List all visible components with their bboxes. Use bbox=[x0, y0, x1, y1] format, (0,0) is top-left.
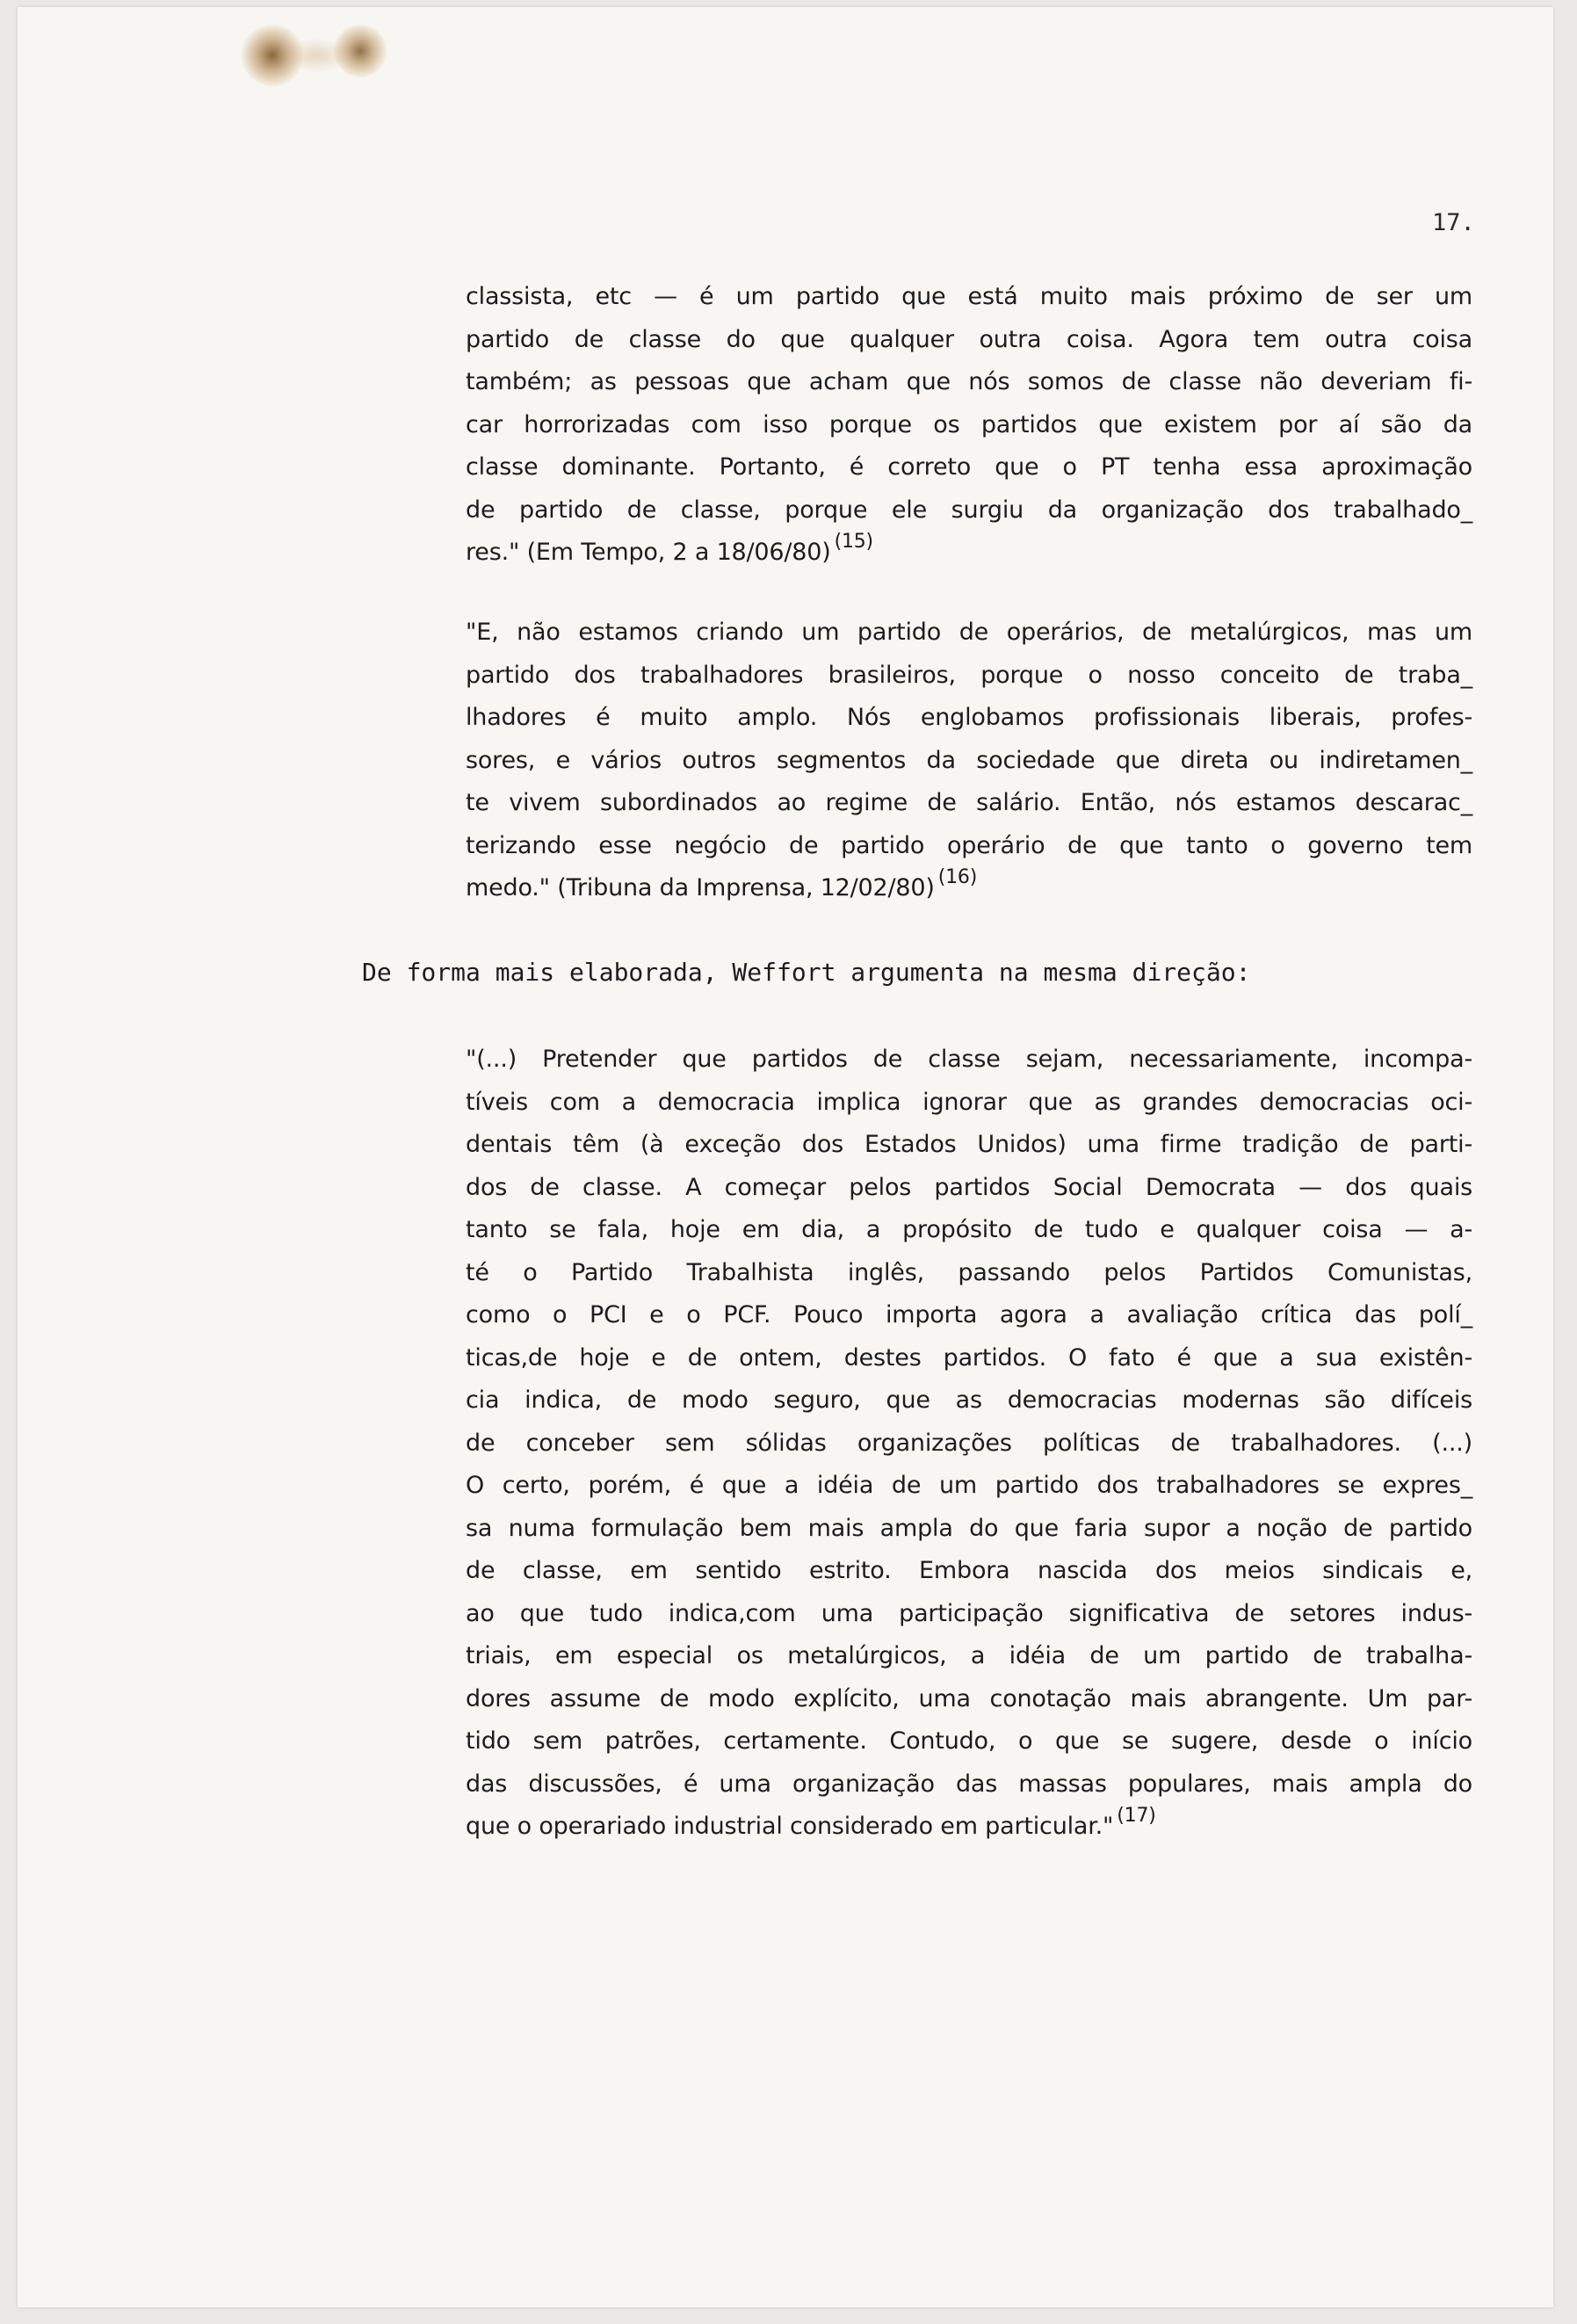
quote-line: dentais têm (à exceção dos Estados Unidos) uma firme tradição de parti- bbox=[466, 1131, 1472, 1158]
quote-block-2 bbox=[466, 612, 1472, 910]
footnote-ref: (17) bbox=[1117, 1805, 1156, 1827]
quote-line: tanto se fala, hoje em dia, a propósito de tudo e qualquer coisa — a- bbox=[466, 1216, 1472, 1243]
quote-block-3 bbox=[466, 1039, 1472, 1849]
quote-last-line bbox=[466, 867, 1472, 910]
rust-stain bbox=[281, 38, 351, 73]
quote-line: de partido de classe, porque ele surgiu da organização dos trabalhado_ bbox=[466, 496, 1472, 524]
quote-line: dores assume de modo explícito, uma conotação mais abrangente. Um par- bbox=[466, 1684, 1472, 1712]
quote-line: car horrorizadas com isso porque os partidos que existem por aí são da bbox=[466, 410, 1472, 438]
quote-line: lhadores é muito amplo. Nós englobamos profissionais liberais, profes- bbox=[466, 704, 1472, 731]
body-paragraph: De forma mais elaborada, Weffort argumenta na mesma direção: bbox=[362, 958, 1251, 987]
quote-line: terizando esse negócio de partido operário de que tanto o governo tem bbox=[466, 831, 1472, 859]
quote-line: tido sem patrões, certamente. Contudo, o que se sugere, desde o início bbox=[466, 1727, 1472, 1755]
quote-line: de conceber sem sólidas organizações políticas de trabalhadores. (...) bbox=[466, 1429, 1472, 1457]
quote-line: partido dos trabalhadores brasileiros, porque o nosso conceito de traba_ bbox=[466, 661, 1472, 689]
footnote-ref: (15) bbox=[834, 531, 873, 553]
quote-line: dos de classe. A começar pelos partidos Social Democrata — dos quais bbox=[466, 1173, 1472, 1201]
quote-line: sa numa formulação bem mais ampla do que faria supor a noção de partido bbox=[466, 1514, 1472, 1542]
quote-line: O certo, porém, é que a idéia de um partido dos trabalhadores se expres_ bbox=[466, 1472, 1472, 1499]
quote-last-line bbox=[466, 1806, 1472, 1849]
quote-line: "E, não estamos criando um partido de operários, de metalúrgicos, mas um bbox=[466, 619, 1472, 646]
quote-line: cia indica, de modo seguro, que as democracias modernas são difíceis bbox=[466, 1386, 1472, 1414]
quote-line: té o Partido Trabalhista inglês, passando pelos Partidos Comunistas, bbox=[466, 1258, 1472, 1286]
quote-block-1 bbox=[466, 276, 1472, 575]
quote-line: classista, etc — é um partido que está muito mais próximo de ser um bbox=[466, 283, 1472, 310]
quote-line: ticas,de hoje e de ontem, destes partidos. O fato é que a sua existên- bbox=[466, 1343, 1472, 1372]
quote-line: das discussões, é uma organização das massas populares, mais ampla do bbox=[466, 1770, 1472, 1798]
page-number: 17. bbox=[1432, 209, 1475, 236]
quote-line: sores, e vários outros segmentos da sociedade que direta ou indiretamen_ bbox=[466, 746, 1472, 774]
quote-line: te vivem subordinados ao regime de salário. Então, nós estamos descarac_ bbox=[466, 789, 1472, 816]
quote-closing-text: que o operariado industrial considerado em particular." bbox=[466, 1813, 1114, 1840]
quote-citation: medo." (Tribuna da Imprensa, 12/02/80) bbox=[466, 874, 935, 901]
quote-line: tíveis com a democracia implica ignorar que as grandes democracias oci- bbox=[466, 1088, 1472, 1116]
quote-line: "(...) Pretender que partidos de classe sejam, necessariamente, incompa- bbox=[466, 1046, 1472, 1073]
quote-line: como o PCI e o PCF. Pouco importa agora a avaliação crítica das polí_ bbox=[466, 1301, 1472, 1329]
quote-line: ao que tudo indica,com uma participação significativa de setores indus- bbox=[466, 1599, 1472, 1627]
quote-citation: res." (Em Tempo, 2 a 18/06/80) bbox=[466, 539, 831, 566]
quote-line: triais, em especial os metalúrgicos, a idéia de um partido de trabalha- bbox=[466, 1642, 1472, 1669]
quote-last-line bbox=[466, 532, 1472, 575]
footnote-ref: (16) bbox=[937, 866, 978, 888]
quote-line: classe dominante. Portanto, é correto que o PT tenha essa aproximação bbox=[466, 453, 1472, 481]
quote-line: também; as pessoas que acham que nós somos de classe não deveriam fi- bbox=[466, 368, 1472, 395]
quote-line: partido de classe do que qualquer outra coisa. Agora tem outra coisa bbox=[466, 325, 1472, 353]
quote-line: de classe, em sentido estrito. Embora nascida dos meios sindicais e, bbox=[466, 1557, 1472, 1584]
